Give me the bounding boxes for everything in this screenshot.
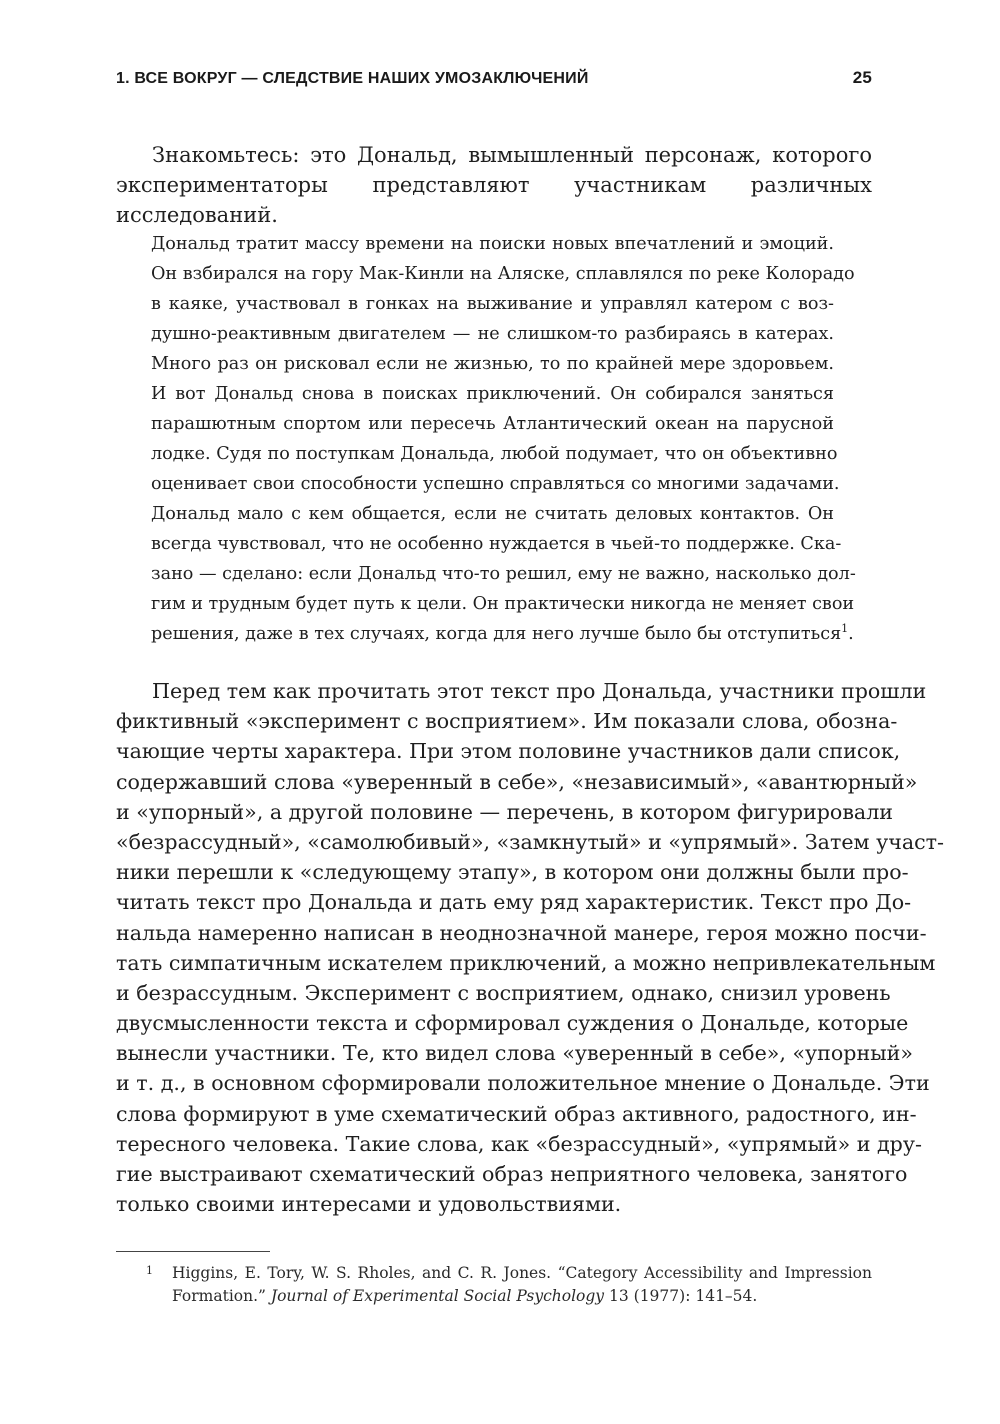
quote-line: Он взбирался на гору Мак-Кинли на Аляске, сплавлялся по реке Колорадо [151,264,855,284]
quote-line: Много раз он рисковал если не жизнью, то по крайней мере здоровьем. [151,354,834,374]
body-line: тересного человека. Такие слова, как «безрассудный», «упрямый» и дру- [116,1131,922,1156]
footnote-journal: Journal of Experimental Social Psychology [270,1287,605,1305]
footnote [116,1262,872,1308]
body-line: вынесли участники. Те, кто видел слова «уверенный в себе», «упорный» [116,1041,913,1066]
quote-line: И вот Дональд снова в поисках приключений. Он собирался заняться [151,384,834,404]
body-line: «безрассудный», «самолюбивый», «замкнутый» и «упрямый». Затем участ- [116,829,945,854]
quote-line-last: решения, даже в тех случаях, когда для него лучше было бы отступиться$^1$. [151,622,854,644]
quote-last-text: решения, даже в тех случаях, когда для него лучше было бы отступиться [151,624,842,644]
body-line: ники перешли к «следующему этапу», в котором они должны были про- [116,860,909,885]
footnote-divider [116,1251,270,1252]
body-line: и безрассудным. Эксперимент с восприятием, однако, снизил уровень [116,980,891,1005]
body-line: чающие черты характера. При этом половине участников дали список, [116,739,901,764]
quote-line: в каяке, участвовал в гонках на выживание и управлял катером с воз- [151,294,834,314]
quote-line: душно-реактивным двигателем — не слишком-то разбираясь в катерах. [151,324,834,344]
body-line: фиктивный «эксперимент с восприятием». Им показали слова, обозна- [116,709,898,734]
quote-line: оценивает свои способности успешно справляться со многими задачами. [151,474,840,494]
quote-line: лодке. Судя по поступкам Дональда, любой подумает, что он объективно [151,444,838,464]
footnote-line: Higgins, E. Tory, W. S. Rholes, and C. R. Jones. “Category Accessibility and Impression [172,1264,872,1282]
quote-line: парашютным спортом или пересечь Атлантический океан на парусной [151,414,834,434]
quote-line: зано — сделано: если Дональд что-то решил, ему не важно, насколько дол- [151,564,856,584]
quote-line: Дональд тратит массу времени на поиски новых впечатлений и эмоций. [151,234,834,254]
footnote-reference[interactable]: 1 [841,622,849,635]
footnote-text: Formation.” [172,1287,266,1305]
body-line: и «упорный», а другой половине — перечень, в котором фигурировали [116,799,894,824]
body-line: двусмысленности текста и сформировал суждения о Дональде, которые [116,1011,909,1036]
body-line: Перед тем как прочитать этот текст про Дональда, участники прошли [152,679,927,703]
chapter-title: 1. ВСЕ ВОКРУГ — СЛЕДСТВИЕ НАШИХ УМОЗАКЛЮЧЕНИЙ [116,70,589,87]
body-line: слова формируют в уме схематический образ активного, радостного, ин- [116,1101,917,1126]
body-line: гие выстраивают схематический образ неприятного человека, занятого [116,1162,908,1186]
body-line: тать симпатичным искателем приключений, а можно непривлекательным [116,950,936,975]
block-quote [151,229,856,649]
quote-line: всегда чувствовал, что не особенно нуждается в чьей-то поддержке. Ска- [151,534,842,554]
footnote-text: 13 (1977): 141–54. [609,1287,758,1305]
body-line: содержавший слова «уверенный в себе», «независимый», «авантюрный» [116,769,918,794]
intro-paragraph: Знакомьтесь: это Дональд, вымышленный персонаж, которого экспериментаторы представляют участникам различных исследований. [116,143,872,227]
footnote-marker: 1 [146,1264,153,1277]
body-line: нальда намеренно написан в неоднозначной манере, героя можно посчи- [116,920,927,945]
page-number: 25 [852,68,872,87]
footnote-line [116,1285,872,1308]
body-line: и т. д., в основном сформировали положительное мнение о Дональде. Эти [116,1071,930,1096]
running-head [116,68,872,88]
body-paragraph [116,676,945,1219]
quote-line: гим и трудным будет путь к цели. Он практически никогда не меняет свои [151,594,855,614]
quote-line: Дональд мало с кем общается, если не считать деловых контактов. Он [151,504,834,524]
body-line: только своими интересами и удовольствиями. [116,1192,622,1217]
body-line: читать текст про Дональда и дать ему ряд характеристик. Текст про До- [116,890,912,915]
